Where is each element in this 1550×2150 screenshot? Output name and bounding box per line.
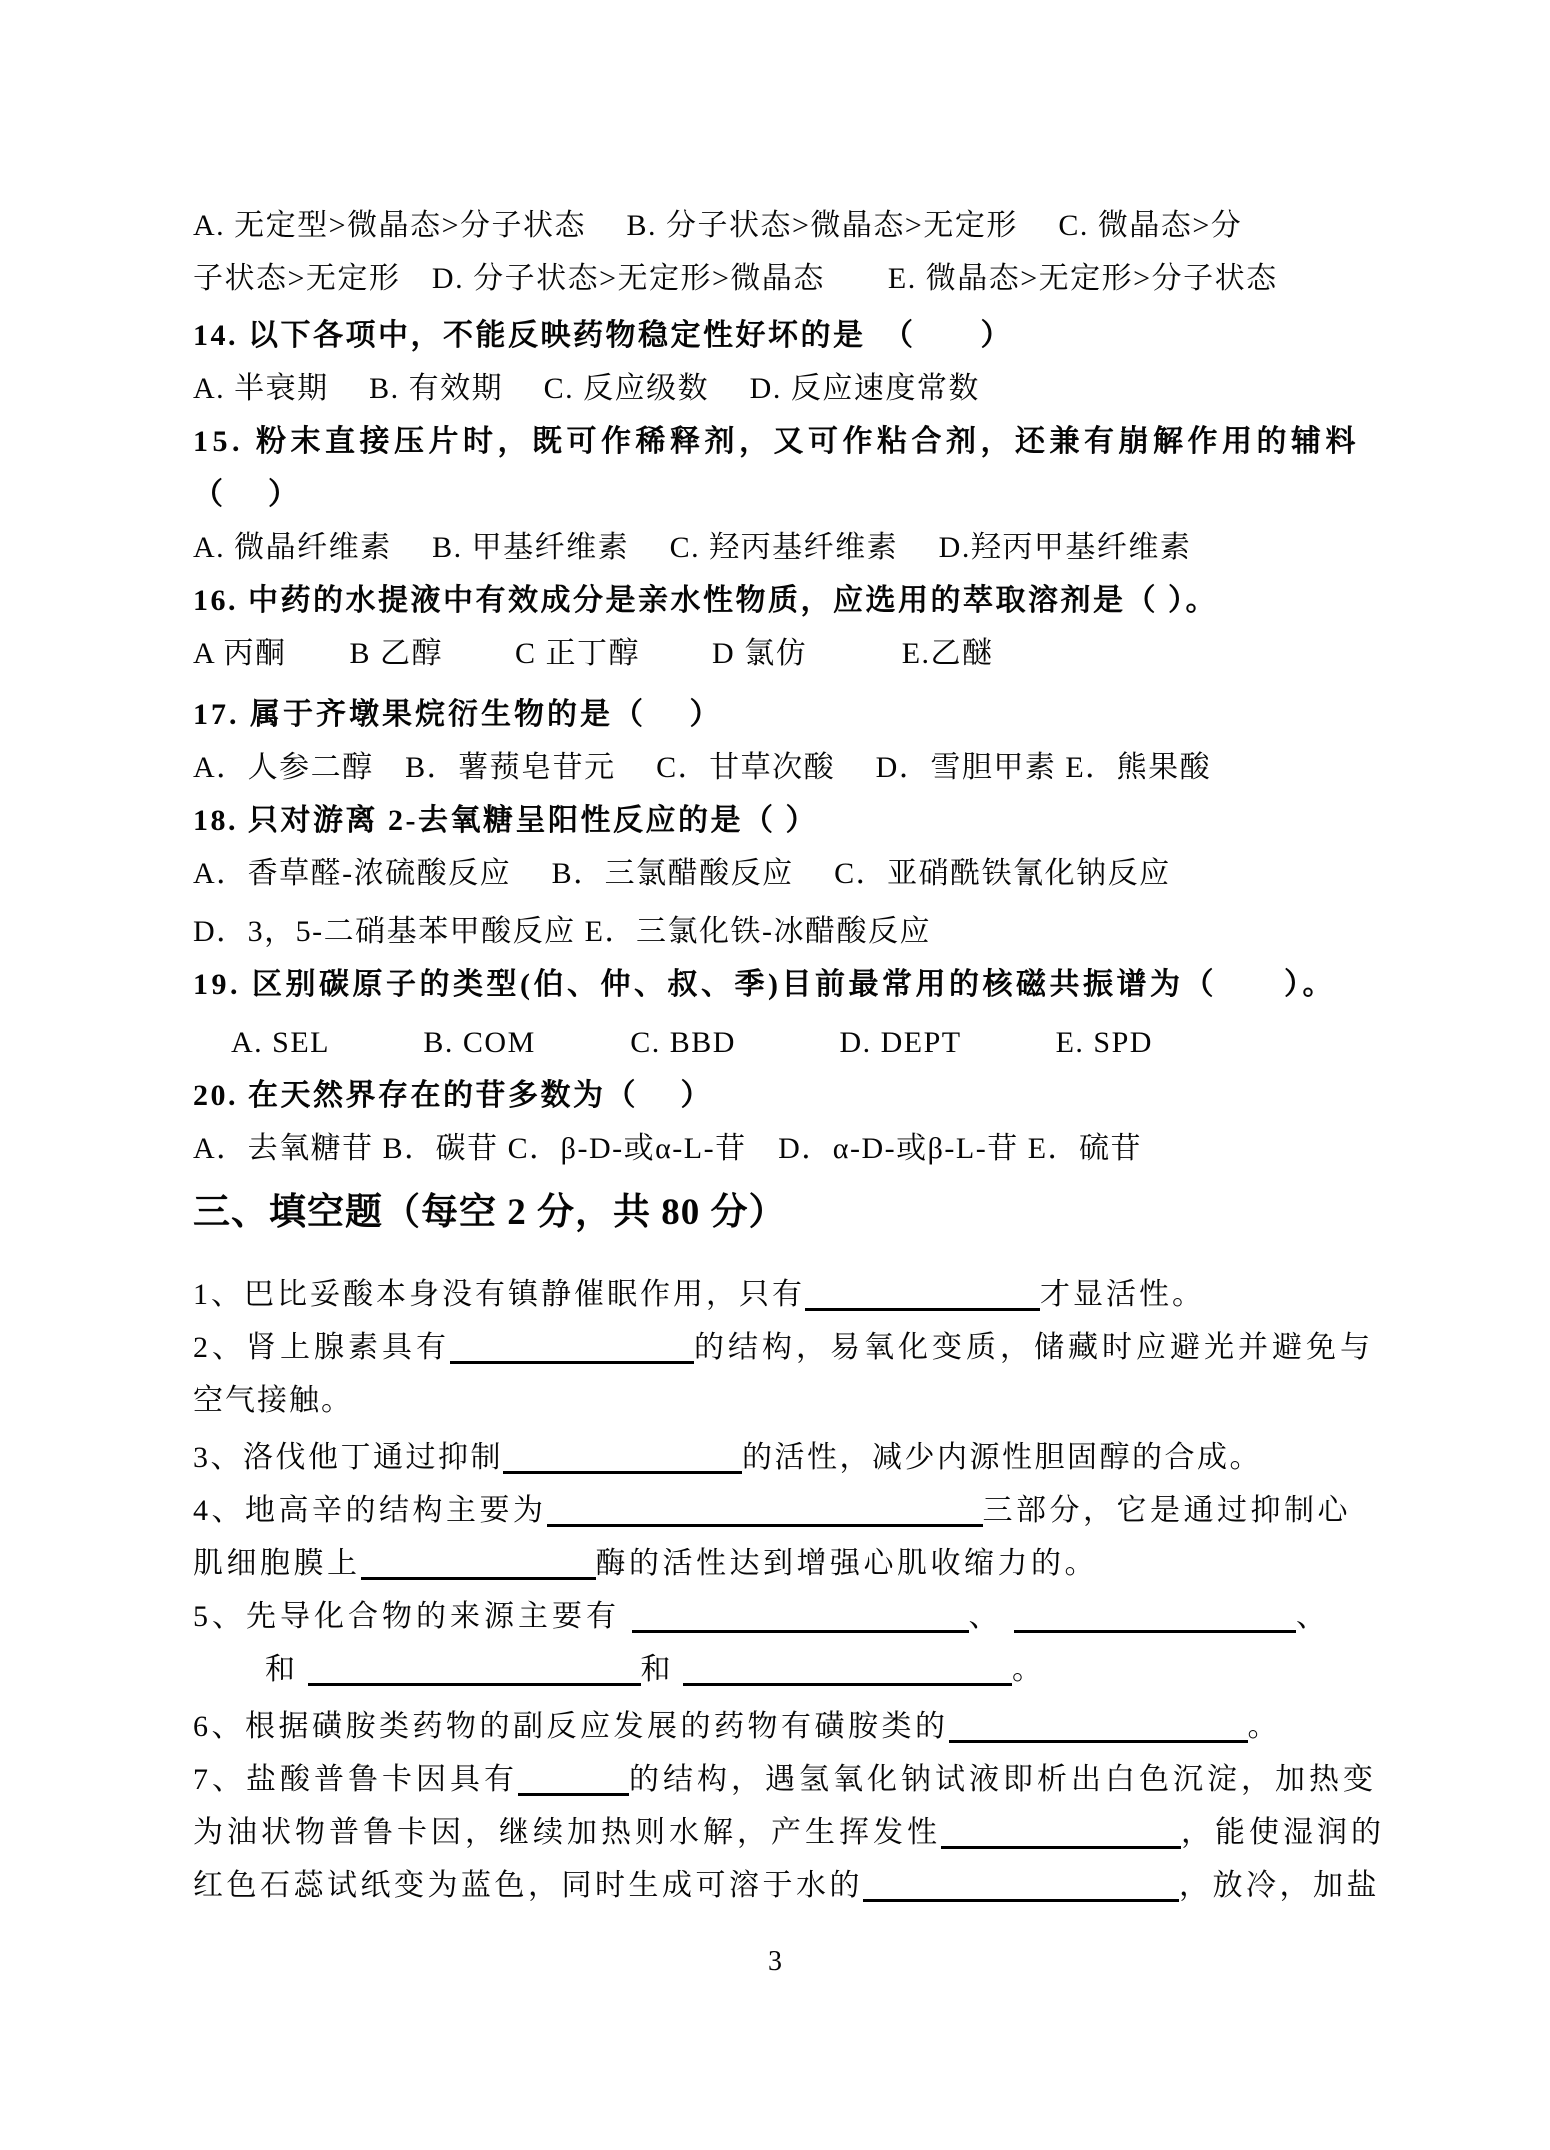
q13-options-2 [193, 252, 1400, 305]
q17-stem [193, 688, 1400, 741]
fill-5-cont-text-2: 和 [640, 1653, 683, 1686]
fill-5-cont-text-4: 。 [1012, 1653, 1045, 1686]
fill-1 [193, 1268, 1400, 1321]
fill-5-text-4: 、 [1296, 1600, 1330, 1633]
q18-stem [193, 794, 1400, 847]
fill-4-blank-1 [547, 1494, 983, 1527]
q17-stem-text-0: 17. 属于齐墩果烷衍生物的是（ ） [193, 698, 723, 731]
q16-options [193, 627, 1400, 680]
q14-stem-text-0: 14. 以下各项中，不能反映药物稳定性好坏的是 （ ） [193, 319, 1013, 352]
fill-7 [193, 1753, 1400, 1806]
fill-6-text-0: 6、根据磺胺类药物的副反应发展的药物有磺胺类的 [193, 1710, 949, 1743]
fill-4 [193, 1484, 1400, 1537]
fill-7-cont-1-text-0: 为油状物普鲁卡因，继续加热则水解，产生挥发性 [193, 1816, 941, 1849]
q18-options-2 [193, 905, 1400, 958]
fill-7-cont-1-text-2: ，能使湿润的 [1181, 1816, 1385, 1849]
fill-6 [193, 1700, 1400, 1753]
fill-7-cont-2 [193, 1859, 1400, 1912]
q16-stem [193, 574, 1400, 627]
fill-2 [193, 1321, 1400, 1374]
q17-options-text-0: A．人参二醇 B．薯蓣皂苷元 C．甘草次酸 D．雪胆甲素 E．熊果酸 [193, 751, 1212, 784]
q20-stem [193, 1069, 1400, 1122]
fill-6-blank-1 [949, 1710, 1248, 1743]
fill-7-cont-2-text-0: 红色石蕊试纸变为蓝色，同时生成可溶于水的 [193, 1869, 863, 1902]
section-heading-text-0: 三、填空题（每空 2 分，共 80 分） [193, 1192, 787, 1233]
fill-5-cont-text-0: 和 [265, 1653, 308, 1686]
fill-7-cont-1-blank-1 [941, 1816, 1181, 1849]
fill-5-blank-3 [1014, 1600, 1296, 1633]
fill-2-cont [193, 1374, 1400, 1427]
fill-7-blank-1 [518, 1763, 629, 1796]
q15-options [193, 521, 1400, 574]
section-heading [193, 1183, 1400, 1243]
fill-5-cont-blank-1 [308, 1653, 641, 1686]
q20-options-text-0: A．去氧糖苷 B．碳苷 C．β-D-或α-L-苷 D．α-D-或β-L-苷 E．硫苷 [193, 1132, 1143, 1165]
fill-1-blank-1 [805, 1278, 1040, 1311]
q18-options-1 [193, 847, 1400, 900]
q13-options-1-text-0: A. 无定型>微晶态>分子状态 B. 分子状态>微晶态>无定形 C. 微晶态>分 [193, 209, 1243, 242]
fill-7-text-0: 7、盐酸普鲁卡因具有 [193, 1763, 518, 1796]
fill-5-cont [193, 1643, 1400, 1696]
fill-4-cont-blank-1 [361, 1547, 596, 1580]
fill-5-blank-1 [632, 1600, 969, 1633]
fill-7-text-2: 的结构，遇氢氧化钠试液即析出白色沉淀，加热变 [629, 1763, 1377, 1796]
q18-options-2-text-0: D．3，5-二硝基苯甲酸反应 E．三氯化铁-冰醋酸反应 [193, 915, 931, 948]
fill-4-cont-text-2: 酶的活性达到增强心肌收缩力的。 [595, 1547, 1098, 1580]
fill-1-text-0: 1、巴比妥酸本身没有镇静催眠作用，只有 [193, 1278, 805, 1311]
page-number: 3 [768, 1946, 782, 1977]
q16-stem-text-0: 16. 中药的水提液中有效成分是亲水性物质，应选用的萃取溶剂是（ ）。 [193, 584, 1218, 617]
fill-2-text-2: 的结构，易氧化变质，储藏时应避光并避免与 [694, 1331, 1374, 1364]
q17-options [193, 741, 1400, 794]
q20-options [193, 1122, 1400, 1175]
fill-3-text-0: 3、洛伐他丁通过抑制 [193, 1441, 503, 1474]
fill-7-cont-1 [193, 1806, 1400, 1859]
q13-options-2-text-0: 子状态>无定形 D. 分子状态>无定形>微晶态 E. 微晶态>无定形>分子状态 [193, 262, 1278, 295]
q15-stem-cont-text-0: （ ） [193, 478, 301, 511]
fill-4-cont [193, 1537, 1400, 1590]
q16-options-text-0: A 丙酮 B 乙醇 C 正丁醇 D 氯仿 E.乙醚 [193, 637, 994, 670]
q15-stem [193, 415, 1400, 468]
fill-5 [193, 1590, 1400, 1643]
fill-2-blank-1 [450, 1331, 694, 1364]
fill-4-text-2: 三部分，它是通过抑制心 [982, 1494, 1351, 1527]
fill-3-blank-1 [503, 1441, 742, 1474]
fill-6-text-2: 。 [1247, 1710, 1281, 1743]
q15-stem-text-0: 15. 粉末直接压片时，既可作稀释剂，又可作粘合剂，还兼有崩解作用的辅料 [193, 425, 1360, 458]
fill-5-text-0: 5、先导化合物的来源主要有 [193, 1600, 632, 1633]
q18-options-1-text-0: A．香草醛-浓硫酸反应 B．三氯醋酸反应 C．亚硝酰铁氰化钠反应 [193, 857, 1171, 890]
fill-5-text-2: 、 [968, 1600, 1014, 1633]
q14-options-text-0: A. 半衰期 B. 有效期 C. 反应级数 D. 反应速度常数 [193, 372, 980, 405]
q14-options [193, 362, 1400, 415]
fill-1-text-2: 才显活性。 [1040, 1278, 1205, 1311]
q14-stem [193, 309, 1400, 362]
q15-options-text-0: A. 微晶纤维素 B. 甲基纤维素 C. 羟丙基纤维素 D.羟丙甲基纤维素 [193, 531, 1192, 564]
q19-options-text-0: A. SEL B. COM C. BBD D. DEPT E. SPD [231, 1026, 1153, 1059]
fill-4-text-0: 4、地高辛的结构主要为 [193, 1494, 547, 1527]
fill-3-text-2: 的活性，减少内源性胆固醇的合成。 [742, 1441, 1262, 1474]
fill-3 [193, 1431, 1400, 1484]
q15-stem-cont [193, 468, 1400, 521]
q18-stem-text-0: 18. 只对游离 2-去氧糖呈阳性反应的是（ ） [193, 804, 818, 837]
q20-stem-text-0: 20. 在天然界存在的苷多数为（ ） [193, 1079, 713, 1112]
fill-4-cont-text-0: 肌细胞膜上 [193, 1547, 361, 1580]
fill-5-cont-blank-3 [683, 1653, 1012, 1686]
fill-7-cont-2-text-2: ，放冷，加盐 [1179, 1869, 1380, 1902]
q19-options [193, 1016, 1400, 1069]
document-body [193, 199, 1400, 1912]
q19-stem [193, 958, 1400, 1011]
fill-7-cont-2-blank-1 [863, 1869, 1179, 1902]
q13-options-1 [193, 199, 1400, 252]
q19-stem-text-0: 19. 区别碳原子的类型(伯、仲、叔、季)目前最常用的核磁共振谱为（ ）。 [193, 968, 1336, 1001]
fill-2-cont-text-0: 空气接触。 [193, 1384, 353, 1417]
fill-2-text-0: 2、肾上腺素具有 [193, 1331, 450, 1364]
